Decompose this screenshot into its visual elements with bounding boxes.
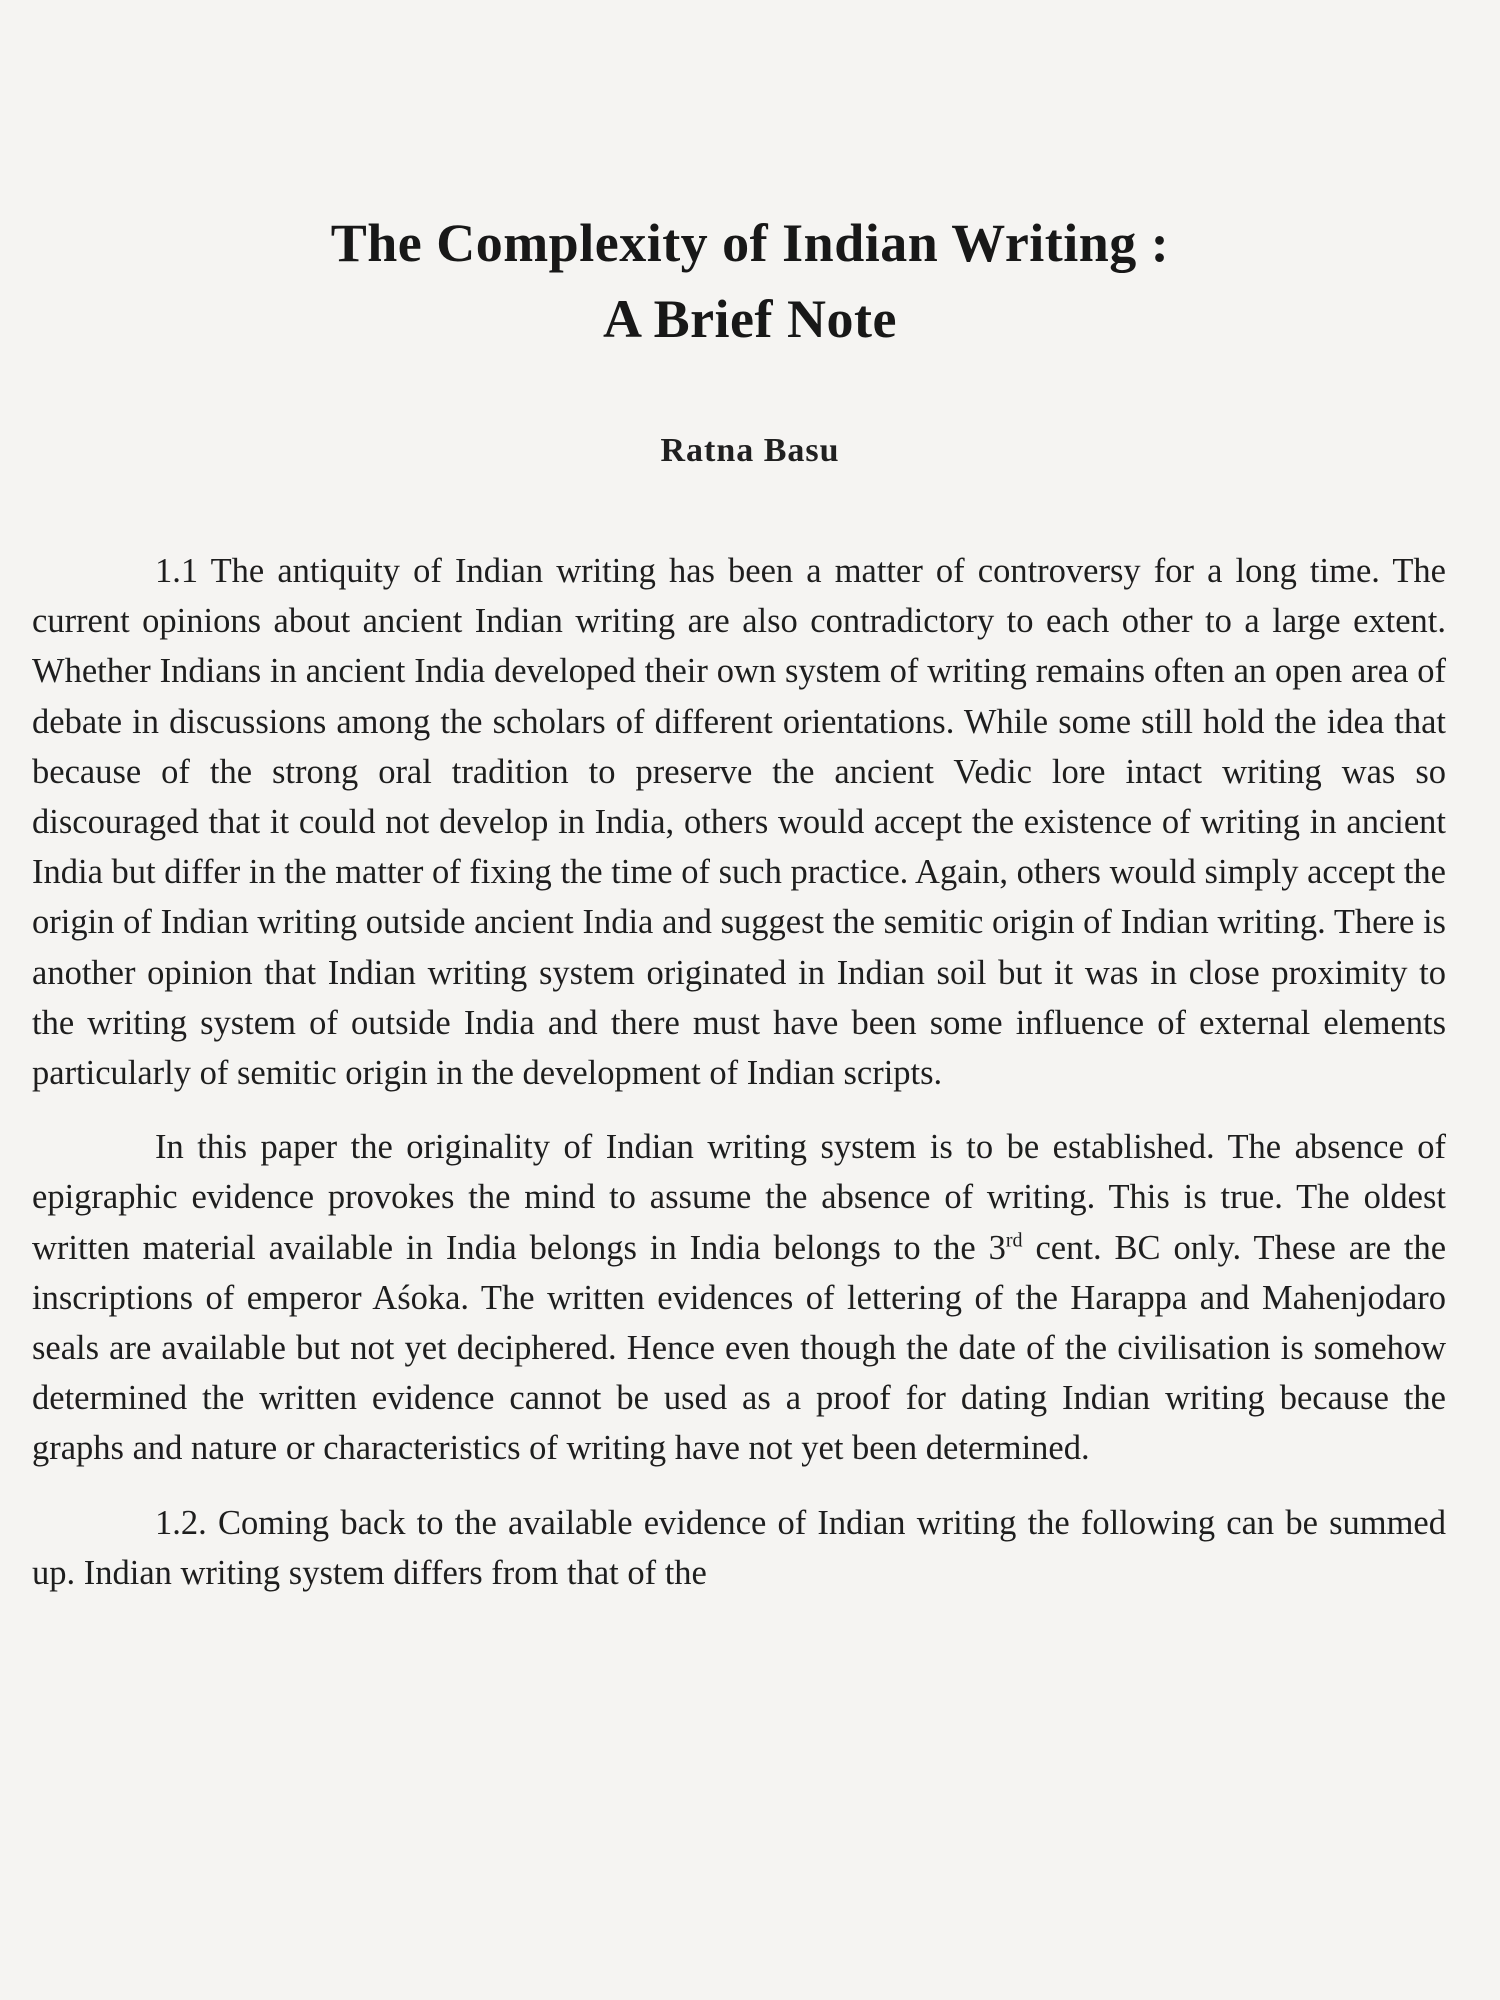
paper-title xyxy=(0,205,1500,357)
title-line-1: The Complexity of Indian Writing : xyxy=(330,213,1170,273)
ordinal-superscript: rd xyxy=(1005,1229,1023,1252)
paragraph-1-2: 1.2. Coming back to the available evidence of Indian writing the following can be summed up. Indian writing system differs from that of the xyxy=(32,1503,1446,1592)
title-line-2: A Brief Note xyxy=(603,289,897,349)
paragraph-2-text-after: cent. BC only. These are the inscriptions of emperor Aśoka. The written evidences of lettering of the Harappa and Mahenjodaro seals are available but not yet deciphered. Hence even though the date of the civilisation is somehow determined the written evidence cannot be used as a proof for dating Indian writing because the graphs and nature or characteristics of writing have not yet been determined. xyxy=(32,1228,1447,1468)
paper-body xyxy=(32,546,1446,1598)
paragraph-2-text-before: In this paper the originality of Indian writing system is to be established. The absence of epigraphic evidence provokes the mind to assume the absence of writing. This is true. The oldest written material available in India belongs in India belongs to the 3 xyxy=(32,1128,1446,1267)
paragraph-2 xyxy=(32,1122,1446,1473)
author-name: Ratna Basu xyxy=(660,432,840,469)
paragraph-1-1: 1.1 The antiquity of Indian writing has been a matter of controversy for a long time. The current opinions about ancient Indian writing are also contradictory to each other to a large extent. Whether Indians in ancient India developed their own system of writing remains often an open area of debate in discussions among the scholars of different orientations. While some still hold the idea that because of the strong oral tradition to preserve the ancient Vedic lore intact writing was so discouraged that it could not develop in India, others would accept the existence of writing in ancient India but differ in the matter of fixing the time of such practice. Again, others would simply accept the origin of Indian writing outside ancient India and suggest the semitic origin of Indian writing. There is another opinion that Indian writing system originated in Indian soil but it was in close proximity to the writing system of outside India and there must have been some influence of external elements particularly of semitic origin in the development of Indian scripts. xyxy=(32,552,1446,1093)
